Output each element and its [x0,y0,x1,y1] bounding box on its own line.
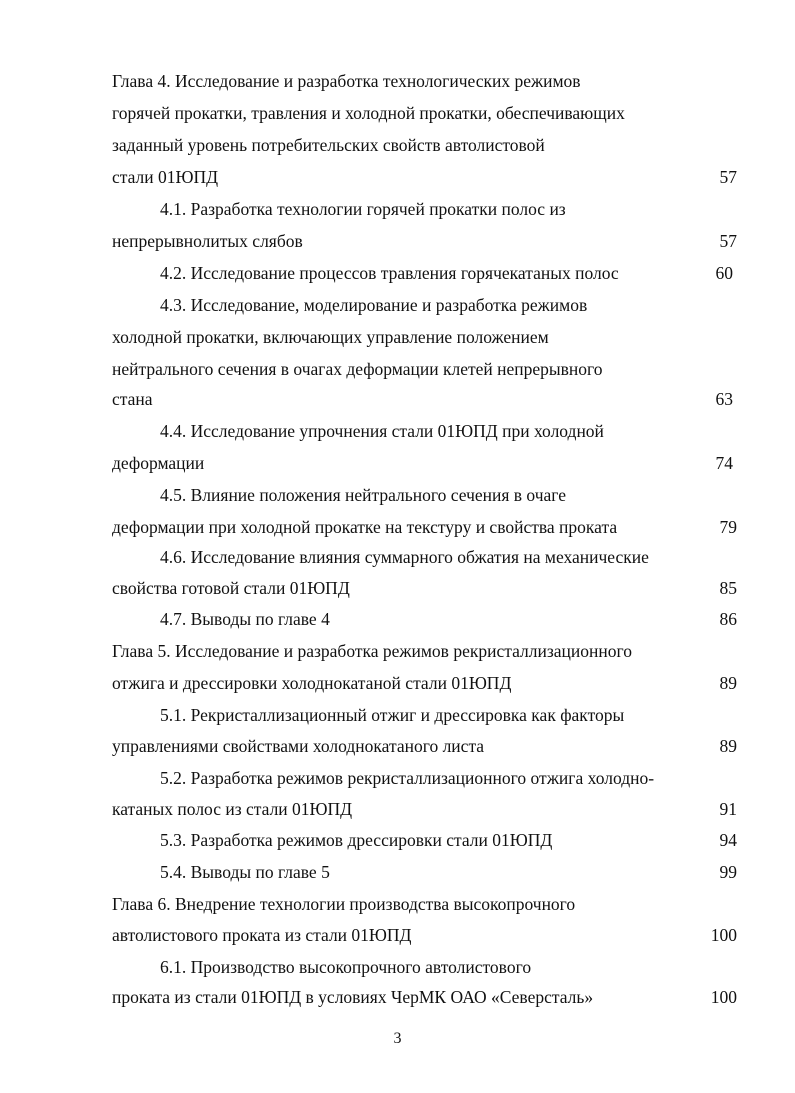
toc-line: автолистового проката из стали 01ЮПД [112,925,412,945]
toc-page-number: 57 [719,167,737,187]
toc-page-number: 57 [719,231,737,251]
toc-line: стана [112,389,153,409]
toc-line: 4.6. Исследование влияния суммарного обжатия на механические [160,547,649,567]
toc-line: свойства готовой стали 01ЮПД [112,578,350,598]
toc-page-number: 85 [719,578,737,598]
toc-page-number: 89 [719,736,737,756]
toc-line: катаных полос из стали 01ЮПД [112,799,353,819]
toc-line: Глава 5. Исследование и разработка режимов рекристаллизационного [112,641,632,661]
toc-line: управлениями свойствами холоднокатаного листа [112,736,485,756]
toc-page-number: 91 [719,799,737,819]
toc-line: нейтрального сечения в очагах деформации клетей непрерывного [112,359,603,379]
toc-page-number: 99 [719,862,737,882]
toc-line: отжига и дрессировки холоднокатаной стали 01ЮПД [112,673,512,693]
toc-line: 4.4. Исследование упрочнения стали 01ЮПД при холодной [160,421,604,441]
page-number-footer: 3 [393,1030,402,1047]
toc-page-number: 63 [715,389,733,409]
toc-line: 6.1. Производство высокопрочного автолистового [160,957,532,977]
toc-line: 4.3. Исследование, моделирование и разработка режимов [160,295,588,315]
toc-line: холодной прокатки, включающих управление положением [112,327,549,347]
toc-line: деформации при холодной прокатке на текстуру и свойства проката [112,517,618,537]
toc-page-number: 89 [719,673,737,693]
toc-line: 5.4. Выводы по главе 5 [160,862,330,882]
toc-line: горячей прокатки, травления и холодной прокатки, обеспечивающих [112,103,625,123]
toc-line: заданный уровень потребительских свойств автолистовой [112,135,545,155]
toc-line: стали 01ЮПД [112,167,219,187]
toc-page-number: 60 [715,263,733,283]
toc-line: 4.5. Влияние положения нейтрального сечения в очаге [160,485,567,505]
toc-line: 5.2. Разработка режимов рекристаллизационного отжига холодно- [160,768,655,788]
toc-line: 4.7. Выводы по главе 4 [160,609,330,629]
toc-line: 5.3. Разработка режимов дрессировки стали 01ЮПД [160,830,553,850]
toc-page-number: 94 [719,830,737,850]
toc-line: 4.1. Разработка технологии горячей прокатки полос из [160,199,566,219]
toc-line: Глава 6. Внедрение технологии производства высокопрочного [112,894,576,914]
toc-line: деформации [112,453,205,473]
toc-page-number: 74 [715,453,733,473]
toc-page-number: 86 [719,609,737,629]
toc-page-number: 79 [719,517,737,537]
toc-line: непрерывнолитых слябов [112,231,303,251]
toc-page-number: 100 [710,925,737,945]
toc-line: проката из стали 01ЮПД в условиях ЧерМК ОАО «Северсталь» [112,987,594,1007]
toc-line: 5.1. Рекристаллизационный отжиг и дрессировка как факторы [160,705,625,725]
toc-page-number: 100 [710,987,737,1007]
toc-line: Глава 4. Исследование и разработка технологических режимов [112,71,581,91]
toc-line: 4.2. Исследование процессов травления горячекатаных полос [160,263,619,283]
